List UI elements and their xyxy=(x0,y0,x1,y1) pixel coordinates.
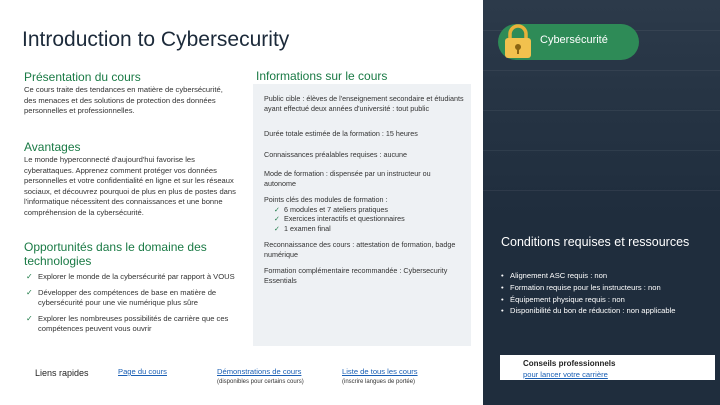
opportunities-title: Opportunités dans le domaine des technologies xyxy=(24,240,207,268)
course-page-link[interactable]: Page du cours xyxy=(118,367,167,376)
conditions-list xyxy=(501,271,701,318)
badge-label: Cybersécurité xyxy=(540,34,608,46)
all-courses-link[interactable]: Liste de tous les cours xyxy=(342,367,418,376)
info-recognition: Reconnaissance des cours : attestation de formation, badge numérique xyxy=(264,240,456,259)
all-courses-note: (inscrire langues de portée) xyxy=(342,379,416,385)
course-demos-note: (disponibles pour certains cours) xyxy=(217,379,304,385)
info-recommended: Formation complémentaire recommandée : Cybersecurity Essentials xyxy=(264,266,448,285)
info-duration: Durée totale estimée de la formation : 15 heures xyxy=(264,129,418,138)
check-icon: ✓ xyxy=(274,204,281,214)
list-item xyxy=(274,205,464,215)
overview-text: Ce cours traite des tendances en matière de cybersécurité, des menaces et des solutions de protection des données personnelles et professionnelles. xyxy=(24,85,223,116)
quick-links-label: Liens rapides xyxy=(35,368,89,378)
list-item-text: 6 modules et 7 ateliers pratiques xyxy=(284,204,388,214)
list-item-text: Exercices interactifs et questionnaires xyxy=(284,214,405,224)
list-item xyxy=(24,272,254,283)
check-icon: ✓ xyxy=(26,272,33,281)
info-points-list xyxy=(264,205,464,234)
list-item: • Alignement ASC requis : non xyxy=(501,271,701,282)
check-icon: ✓ xyxy=(26,313,33,323)
info-points-title: Points clés des modules de formation : xyxy=(264,195,388,204)
list-item-text: Développer des compétences de base en matière de cybersécurité pour une vie numérique plus sûre xyxy=(38,287,217,308)
list-item xyxy=(274,224,464,234)
opportunities-list xyxy=(24,272,254,340)
list-item-text: Explorer le monde de la cybersécurité par rapport à VOUS xyxy=(38,272,235,281)
course-demos-link[interactable]: Démonstrations de cours xyxy=(217,367,302,376)
info-points xyxy=(264,195,464,233)
check-icon: ✓ xyxy=(26,287,33,297)
conditions-title: Conditions requises et ressources xyxy=(501,235,690,249)
info-prereq: Connaissances préalables requises : aucune xyxy=(264,150,408,159)
list-item: • Disponibilité du bon de réduction : non applicable xyxy=(501,306,701,317)
info-title: Informations sur le cours xyxy=(256,69,388,83)
list-item: • Formation requise pour les instructeurs : non xyxy=(501,283,701,294)
advantages-title: Avantages xyxy=(24,140,81,154)
advice-title: Conseils professionnels xyxy=(523,359,616,368)
list-item: • Équipement physique requis : non xyxy=(501,295,701,306)
lock-icon xyxy=(500,22,536,62)
page-title: Introduction to Cybersecurity xyxy=(22,28,290,51)
check-icon: ✓ xyxy=(274,214,281,224)
advice-link[interactable]: pour lancer votre carrière xyxy=(523,370,608,379)
advantages-text: Le monde hyperconnecté d'aujourd'hui favorise les cyberattaques. Apprenez comment protéger vos données personnelles et votre confidentialité en ligne et sur les réseaux sociaux, et découvrez pourquoi de plus en plus de postes dans l'informatique nécessitent des connaissances et une bonne compréhension de la cybersécurité. xyxy=(24,155,236,217)
info-audience: Public cible : élèves de l'enseignement secondaire et étudiants ayant effectué deux années d'université : tout public xyxy=(264,94,464,113)
check-icon: ✓ xyxy=(274,223,281,233)
list-item-text: 1 examen final xyxy=(284,223,331,233)
list-item-text: Explorer les nombreuses possibilités de carrière que ces compétences peuvent vous ouvrir xyxy=(38,313,229,334)
list-item xyxy=(274,214,464,224)
info-mode: Mode de formation : dispensée par un instructeur ou autonome xyxy=(264,169,431,188)
list-item xyxy=(24,314,254,335)
list-item xyxy=(24,288,254,309)
overview-title: Présentation du cours xyxy=(24,70,141,84)
